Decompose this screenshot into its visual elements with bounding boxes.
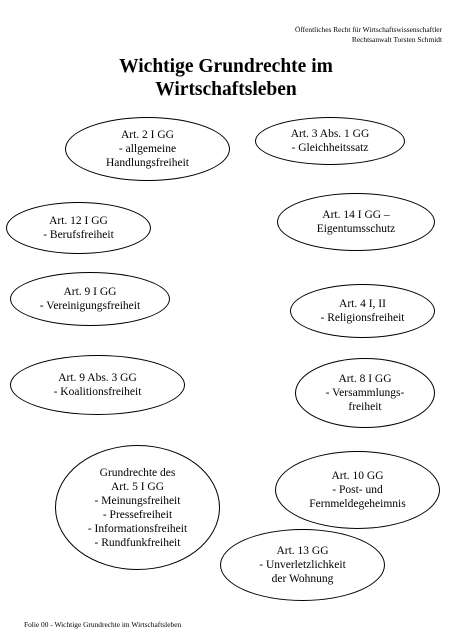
bubble-line: Art. 9 Abs. 3 GG xyxy=(58,372,137,384)
page-footer: Folie 00 - Wichtige Grundrechte im Wirtschaftsleben xyxy=(24,620,182,629)
header-course: Öffentliches Recht für Wirtschaftswissenschaftler xyxy=(295,25,442,34)
bubble-line: Art. 4 I, II xyxy=(339,298,386,310)
bubble-line: Grundrechte des xyxy=(99,466,176,479)
bubble-line: - Vereinigungsfreiheit xyxy=(39,300,141,312)
bubble-line: Art. 14 I GG – xyxy=(322,209,390,221)
bubble-art-3 xyxy=(255,117,405,165)
bubble-line: der Wohnung xyxy=(271,573,334,585)
bubble-line: - Versammlungs- xyxy=(325,387,405,399)
bubble-line: Art. 2 I GG xyxy=(120,129,174,141)
bubble-line: - Religionsfreiheit xyxy=(320,312,405,324)
bubble-line: Art. 12 I GG xyxy=(49,215,108,227)
title-line-2: Wirtschaftsleben xyxy=(155,79,297,100)
bubble-art-5 xyxy=(55,445,220,570)
bubble-line: - Post- und xyxy=(332,484,383,496)
document-header xyxy=(295,25,442,44)
bubble-line: freiheit xyxy=(348,401,382,413)
bubble-art-12 xyxy=(6,202,151,254)
bubble-line: - Rundfunkfreiheit xyxy=(94,536,181,549)
bubble-art-9 xyxy=(10,272,170,326)
bubble-art-2 xyxy=(65,117,230,181)
page-title xyxy=(0,55,452,101)
bubble-art-8 xyxy=(295,358,435,428)
bubble-art-14 xyxy=(277,193,435,251)
bubble-line: - Unverletzlichkeit xyxy=(259,559,346,571)
bubble-art-10 xyxy=(275,451,440,529)
bubble-line: Art. 8 I GG xyxy=(338,373,392,385)
bubble-art-9-abs-3 xyxy=(10,355,185,415)
bubble-line: Fernmeldegeheimnis xyxy=(309,498,406,510)
bubble-line: - Koalitionsfreiheit xyxy=(53,386,142,398)
title-line-1: Wichtige Grundrechte im xyxy=(119,56,333,77)
bubble-line: Art. 13 GG xyxy=(276,545,329,557)
bubble-line: - Berufsfreiheit xyxy=(43,229,114,241)
bubble-line: - Pressefreiheit xyxy=(102,508,173,521)
bubble-line: - allgemeine xyxy=(118,143,177,155)
bubble-art-4 xyxy=(290,284,435,338)
bubble-line: Art. 5 I GG xyxy=(110,480,165,493)
bubble-line: - Informationsfreiheit xyxy=(87,522,188,535)
bubble-line: - Gleichheitssatz xyxy=(291,142,369,154)
header-author: Rechtsanwalt Torsten Schmidt xyxy=(351,34,442,44)
bubble-line: Art. 3 Abs. 1 GG xyxy=(290,128,370,140)
bubble-art-13 xyxy=(220,529,385,601)
bubble-line: Art. 10 GG xyxy=(331,470,384,482)
bubble-line: Art. 9 I GG xyxy=(63,286,117,298)
bubble-line: - Meinungsfreiheit xyxy=(94,494,181,507)
bubble-line: Eigentumsschutz xyxy=(316,223,396,235)
bubble-line: Handlungsfreiheit xyxy=(105,157,190,169)
